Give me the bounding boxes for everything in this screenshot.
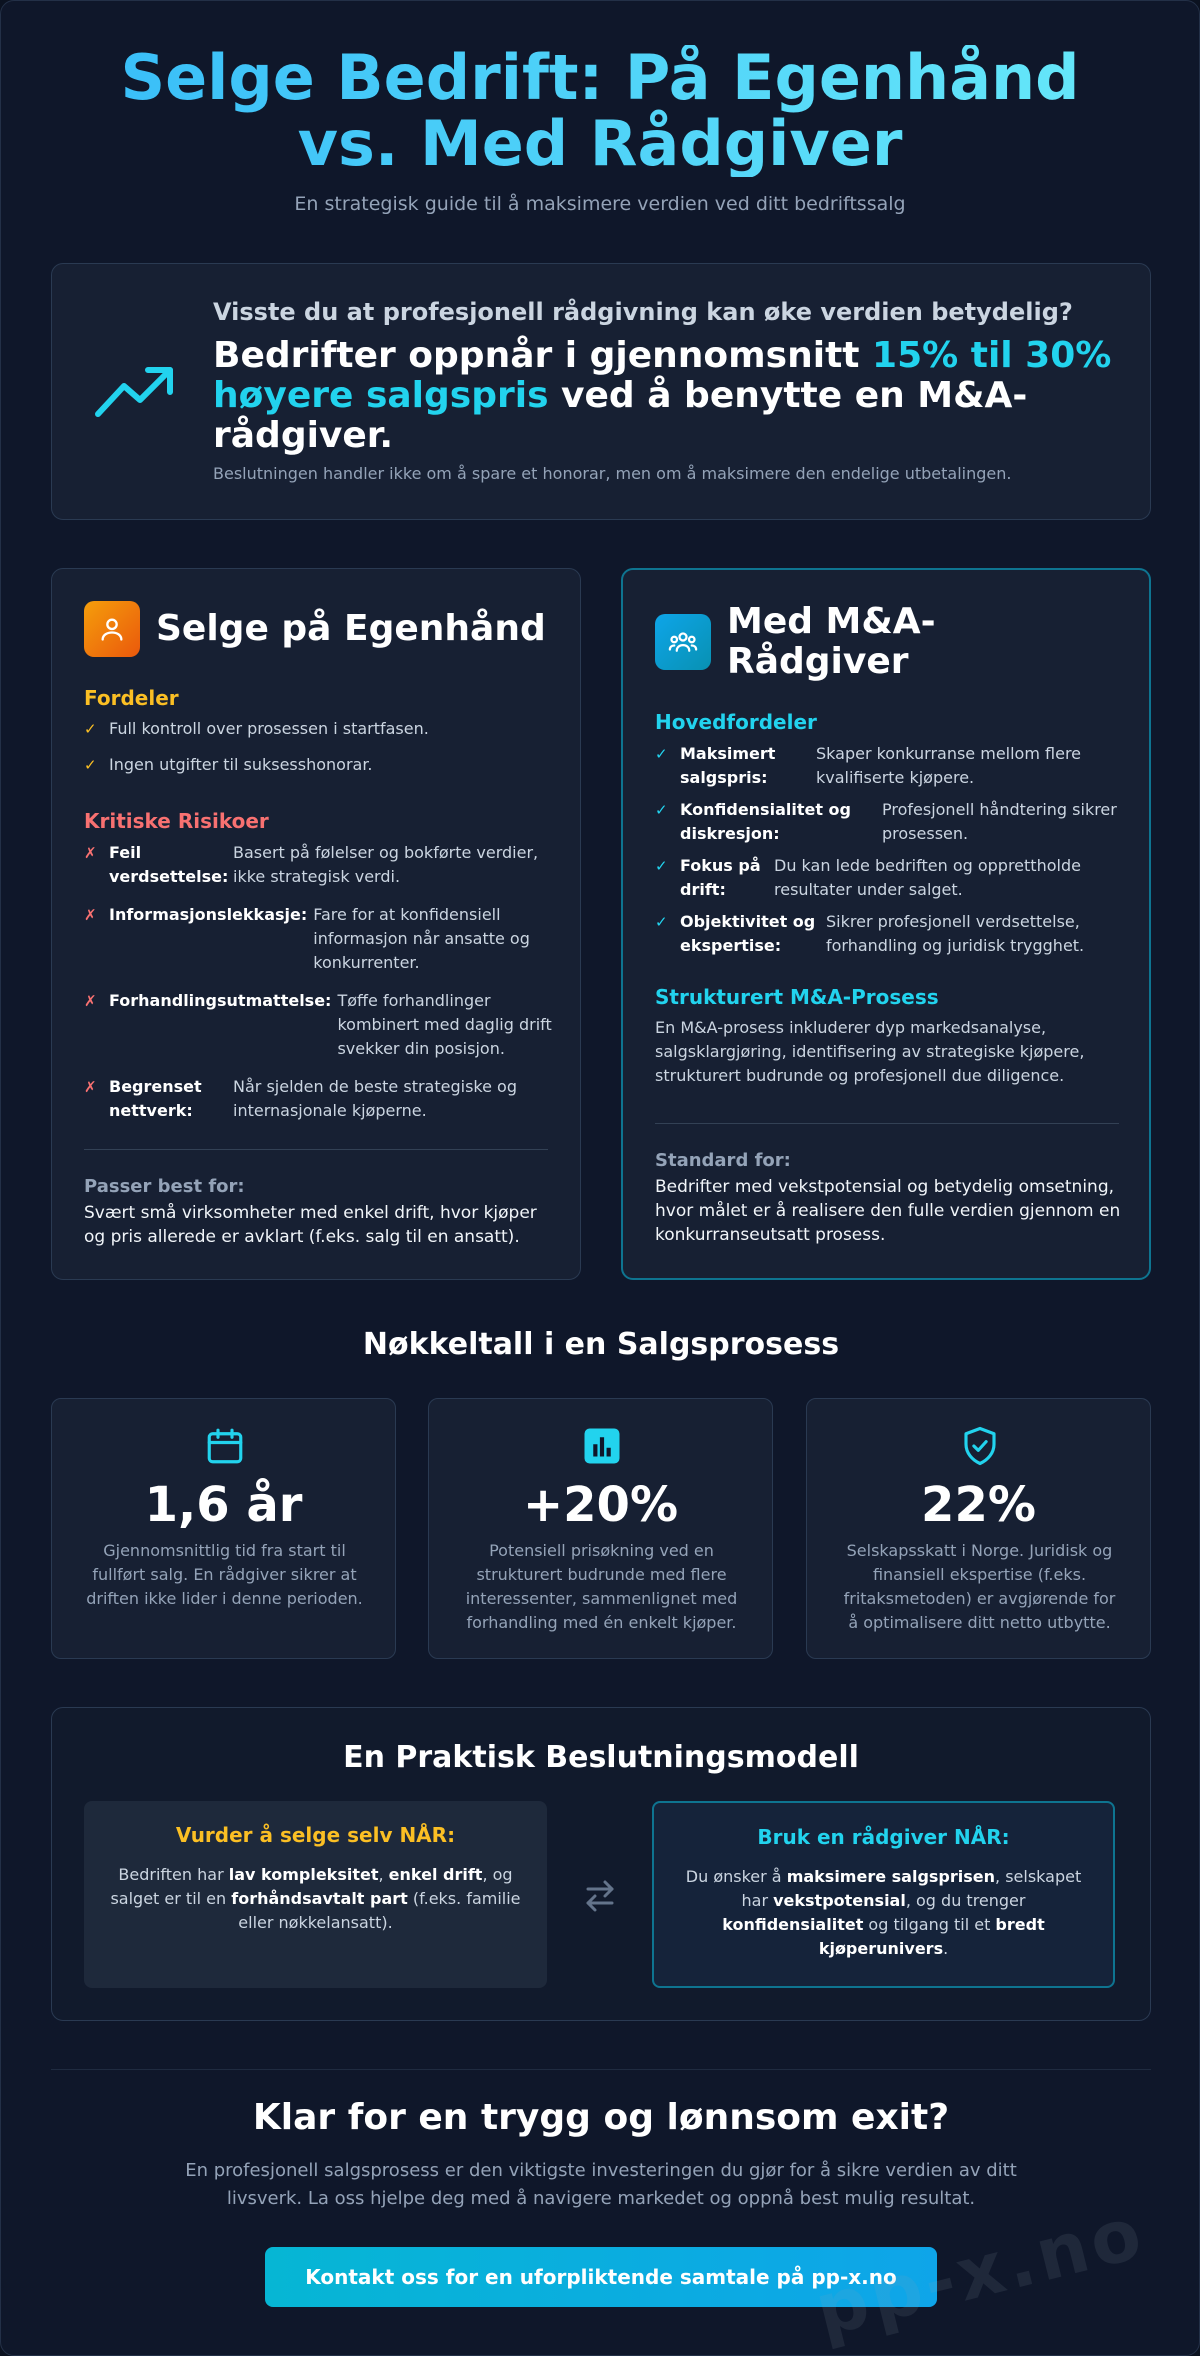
risks-heading: Kritiske Risikoer <box>84 809 269 833</box>
item-term: Begrenset nettverk: <box>109 1077 202 1120</box>
advisor-card <box>621 568 1151 1280</box>
cross-icon: ✗ <box>84 844 97 862</box>
statement-highlight: 15% til 30% høyere salgspris <box>213 335 1112 416</box>
item-desc: Sikrer profesjonell verdsettelse, forhandling og juridisk trygghet. <box>826 912 1085 955</box>
text: , og du trenger <box>905 1891 1026 1910</box>
process-text: En M&A-prosess inkluderer dyp markedsanalyse, salgsklargjøring, identifisering av strategiske kjøpere, strukturert budrunde og profesjonell due diligence. <box>655 1018 1085 1085</box>
self-sale-card <box>51 568 581 1280</box>
bold-text: vekstpotensial <box>773 1891 906 1910</box>
list-item <box>84 989 554 1061</box>
trending-up-icon <box>92 362 176 422</box>
list-item <box>84 717 554 741</box>
stat-value: +20% <box>522 1477 679 1533</box>
list-item <box>655 854 1125 902</box>
calendar-icon <box>204 1425 246 1467</box>
item-text: Full kontroll over prosessen i startfasen. <box>109 719 429 738</box>
team-icon <box>655 614 711 670</box>
item-term: Feil verdsettelse: <box>109 843 229 886</box>
divider <box>51 2069 1151 2070</box>
text: Bedriften har <box>118 1865 229 1884</box>
text: . <box>943 1939 949 1958</box>
stats-heading: Nøkkeltall i en Salgsprosess <box>362 1327 840 1362</box>
shield-check-icon <box>959 1425 1001 1467</box>
item-term: Forhandlingsutmattelse: <box>109 991 332 1010</box>
bold-text: konfidensialitet <box>722 1915 864 1934</box>
stat-value: 22% <box>921 1477 1036 1533</box>
contact-button[interactable]: Kontakt oss for en uforpliktende samtale på pp-x.no <box>265 2247 937 2307</box>
stat-desc: Potensiell prisøkning ved en strukturert budrunde med flere interessenter, sammenlignet med forhandling med én enkelt kjøper. <box>465 1541 738 1632</box>
item-desc: Profesjonell håndtering sikrer prosessen. <box>882 800 1117 843</box>
list-item <box>655 798 1125 846</box>
check-icon: ✓ <box>655 913 668 931</box>
text: , <box>378 1865 389 1884</box>
text: , og salget er til en <box>110 1865 513 1908</box>
value-callout <box>51 263 1151 520</box>
item-desc: Fare for at konfidensiell informasjon når ansatte og konkurrenter. <box>313 905 530 972</box>
fit-label: Passer best for: <box>84 1176 245 1197</box>
item-desc: Når sjelden de beste strategiske og internasjonale kjøperne. <box>233 1077 517 1120</box>
item-term: Informasjonslekkasje: <box>109 905 308 924</box>
hero <box>1 1 1199 215</box>
bold-text: enkel drift <box>388 1865 483 1884</box>
text: Du ønsker å <box>685 1867 787 1886</box>
list-item <box>84 1075 554 1123</box>
bold-text: maksimere salgsprisen <box>786 1867 996 1886</box>
fit-label: Standard for: <box>655 1150 791 1171</box>
card-header <box>655 602 987 682</box>
statement-text: ved å benytte en M&A-rådgiver. <box>213 375 1028 456</box>
bar-chart-icon <box>581 1425 623 1467</box>
item-term: Maksimert salgspris: <box>680 744 776 787</box>
item-text: Ingen utgifter til suksesshonorar. <box>109 755 373 774</box>
box-title: Vurder å selge selv NÅR: <box>175 1823 456 1847</box>
card-title: Selge på Egenhånd <box>156 608 546 649</box>
list-item <box>655 910 1125 958</box>
fit-text: Svært små virksomheter med enkel drift, hvor kjøper og pris allerede er avklart (f.eks. salg til en ansatt). <box>84 1203 537 1247</box>
text: (f.eks. familie eller nøkkelansatt). <box>238 1889 521 1932</box>
self-sale-box <box>84 1801 547 1988</box>
statement-text: Bedrifter oppnår i gjennomsnitt <box>213 335 873 376</box>
box-title: Bruk en rådgiver NÅR: <box>757 1825 1010 1849</box>
decision-model <box>51 1707 1151 2021</box>
callout-statement <box>213 336 1123 456</box>
check-icon: ✓ <box>655 857 668 875</box>
callout-question: Visste du at profesjonell rådgivning kan øke verdien betydelig? <box>213 298 1073 326</box>
user-icon <box>84 601 140 657</box>
divider <box>84 1149 548 1150</box>
stat-card <box>51 1398 396 1659</box>
cta-text: En profesjonell salgsprosess er den viktigste investeringen du gjør for å sikre verdien av ditt livsverk. La oss hjelpe deg med å navigere markedet og oppnå best mulig resultat. <box>185 2160 1017 2209</box>
callout-note: Beslutningen handler ikke om å spare et honorar, men om å maksimere den endelige utbetalingen. <box>213 464 1012 483</box>
pros-heading: Fordeler <box>84 686 179 710</box>
check-icon: ✓ <box>655 745 668 763</box>
item-term: Konfidensialitet og diskresjon: <box>680 800 851 843</box>
list-item <box>655 742 1125 790</box>
cross-icon: ✗ <box>84 906 97 924</box>
item-desc: Du kan lede bedriften og opprettholde resultater under salget. <box>774 856 1081 899</box>
item-term: Fokus på drift: <box>680 856 761 899</box>
list-item <box>84 903 554 975</box>
card-header <box>84 601 546 657</box>
bold-text: lav kompleksitet <box>228 1865 379 1884</box>
list-item <box>84 753 554 777</box>
check-icon: ✓ <box>655 801 668 819</box>
item-desc: Skaper konkurranse mellom flere kvalifiserte kjøpere. <box>816 744 1082 787</box>
stat-card <box>428 1398 773 1659</box>
card-title: Med M&A-Rådgiver <box>727 601 936 682</box>
model-heading: En Praktisk Beslutningsmodell <box>343 1740 859 1775</box>
benefits-heading: Hovedfordeler <box>655 710 817 734</box>
bold-text: forhåndsavtalt part <box>231 1889 408 1908</box>
advisor-box <box>652 1801 1115 1988</box>
text: , selskapet har <box>741 1867 1082 1910</box>
benefits-list <box>655 742 1125 970</box>
pros-list <box>84 717 554 789</box>
item-desc: Tøffe forhandlinger kombinert med daglig drift svekker din posisjon. <box>337 991 552 1058</box>
watermark: pp-x.no <box>807 2189 1153 2353</box>
stat-value: 1,6 år <box>144 1477 303 1533</box>
cross-icon: ✗ <box>84 1078 97 1096</box>
stat-desc: Gjennomsnittlig tid fra start til fullført salg. En rådgiver sikrer at driften ikke lider i denne perioden. <box>86 1541 363 1608</box>
stat-card <box>806 1398 1151 1659</box>
list-item <box>84 841 554 889</box>
stat-desc: Selskapsskatt i Norge. Juridisk og finansiell ekspertise (f.eks. fritaksmetoden) er avgjørende for å optimalisere ditt netto utbytte. <box>843 1541 1116 1632</box>
risks-list <box>84 841 554 1135</box>
item-desc: Basert på følelser og bokførte verdier, ikke strategisk verdi. <box>233 843 539 886</box>
text: og tilgang til et <box>863 1915 996 1934</box>
box-text <box>680 1865 1087 1961</box>
page-title: Selge Bedrift: På Egenhånd vs. Med Rådgiver <box>70 45 1130 177</box>
box-text <box>110 1863 521 1935</box>
swap-arrows-icon <box>580 1878 620 1914</box>
item-term: Objektivitet og ekspertise: <box>680 912 816 955</box>
check-icon: ✓ <box>84 720 97 738</box>
fit-text: Bedrifter med vekstpotensial og betydelig omsetning, hvor målet er å realisere den fulle verdien gjennom en konkurranseutsatt prosess. <box>655 1177 1121 1245</box>
cross-icon: ✗ <box>84 992 97 1010</box>
page-subtitle: En strategisk guide til å maksimere verdien ved ditt bedriftssalg <box>294 193 906 215</box>
divider <box>655 1123 1119 1124</box>
bold-text: bredt kjøperunivers <box>818 1915 1045 1958</box>
cta-title: Klar for en trygg og lønnsom exit? <box>252 2097 950 2138</box>
process-heading: Strukturert M&A-Prosess <box>655 985 939 1009</box>
check-icon: ✓ <box>84 756 97 774</box>
